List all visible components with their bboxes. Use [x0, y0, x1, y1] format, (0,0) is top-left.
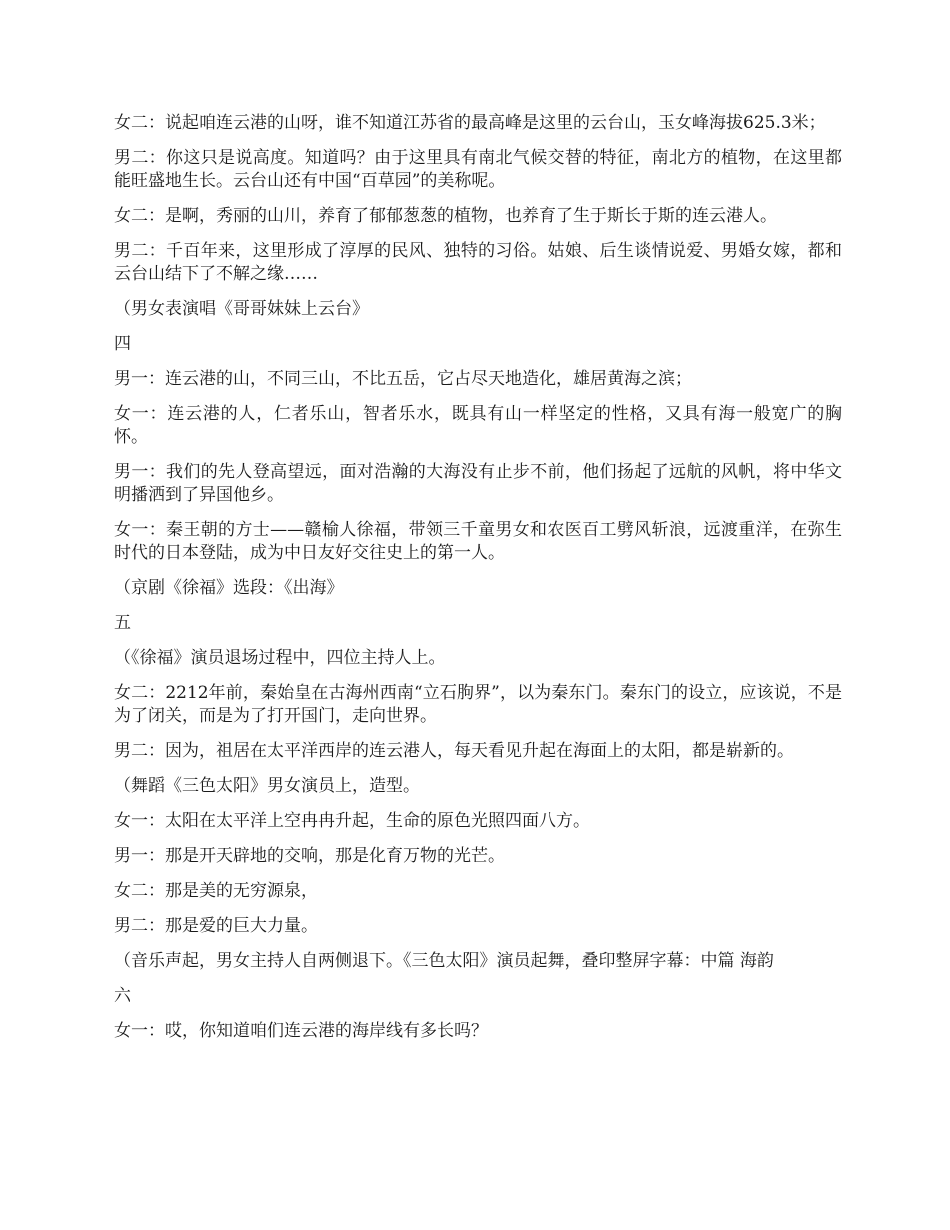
- paragraph: 女二：说起咱连云港的山呀，谁不知道江苏省的最高峰是这里的云台山，玉女峰海拔625.3米；: [114, 113, 826, 133]
- stage-direction: （《徐福》演员退场过程中，四位主持人上。: [114, 648, 446, 668]
- paragraph: 女二：那是美的无穷源泉，: [114, 881, 318, 901]
- section-number: 六: [114, 986, 131, 1006]
- paragraph: 女一：哎，你知道咱们连云港的海岸线有多长吗？: [114, 1021, 488, 1041]
- paragraph: 男一：我们的先人登高望远，面对浩瀚的大海没有止步不前，他们扬起了远航的风帆，将中华文明播洒到了异国他乡。: [114, 462, 842, 505]
- paragraph: 男二：因为，祖居在太平洋西岸的连云港人，每天看见升起在海面上的太阳，都是崭新的。: [114, 741, 794, 761]
- paragraph: 男一：那是开天辟地的交响，那是化育万物的光芒。: [114, 846, 505, 866]
- paragraph: 女二：是啊，秀丽的山川，养育了郁郁葱葱的植物，也养育了生于斯长于斯的连云港人。: [114, 206, 777, 226]
- paragraph: 女一：连云港的人，仁者乐山，智者乐水，既具有山一样坚定的性格，又具有海一般宽广的胸怀。: [114, 404, 842, 447]
- paragraph: 男二：那是爱的巨大力量。: [114, 916, 318, 936]
- paragraph: 男二：你这只是说高度。知道吗？由于这里具有南北气候交替的特征，南北方的植物，在这里都能旺盛地生长。云台山还有中国“百草园”的美称呢。: [114, 148, 842, 191]
- paragraph: 女一：太阳在太平洋上空冉冉升起，生命的原色光照四面八方。: [114, 811, 590, 831]
- stage-direction: （音乐声起，男女主持人自两侧退下。《三色太阳》演员起舞，叠印整屏字幕：中篇 海韵: [114, 951, 774, 971]
- section-number: 五: [114, 613, 131, 633]
- stage-direction: （男女表演唱《哥哥妹妹上云台》: [114, 299, 369, 319]
- stage-direction: （舞蹈《三色太阳》男女演员上，造型。: [114, 776, 420, 796]
- paragraph: 女二：2212年前，秦始皇在古海州西南“立石朐界”，以为秦东门。秦东门的设立，应该说，不是为了闭关，而是为了打开国门，走向世界。: [114, 683, 842, 726]
- paragraph: 男一：连云港的山，不同三山，不比五岳，它占尽天地造化，雄居黄海之滨；: [114, 369, 692, 389]
- stage-direction: （京剧《徐福》选段：《出海》: [114, 578, 344, 598]
- paragraph: 女一：秦王朝的方士——赣榆人徐福，带领三千童男女和农医百工劈风斩浪，远渡重洋，在弥生时代的日本登陆，成为中日友好交往史上的第一人。: [114, 520, 842, 563]
- section-number: 四: [114, 334, 131, 354]
- paragraph: 男二：千百年来，这里形成了淳厚的民风、独特的习俗。姑娘、后生谈情说爱、男婚女嫁，都和云台山结下了不解之缘……: [114, 241, 842, 284]
- document-body: [114, 112, 842, 1055]
